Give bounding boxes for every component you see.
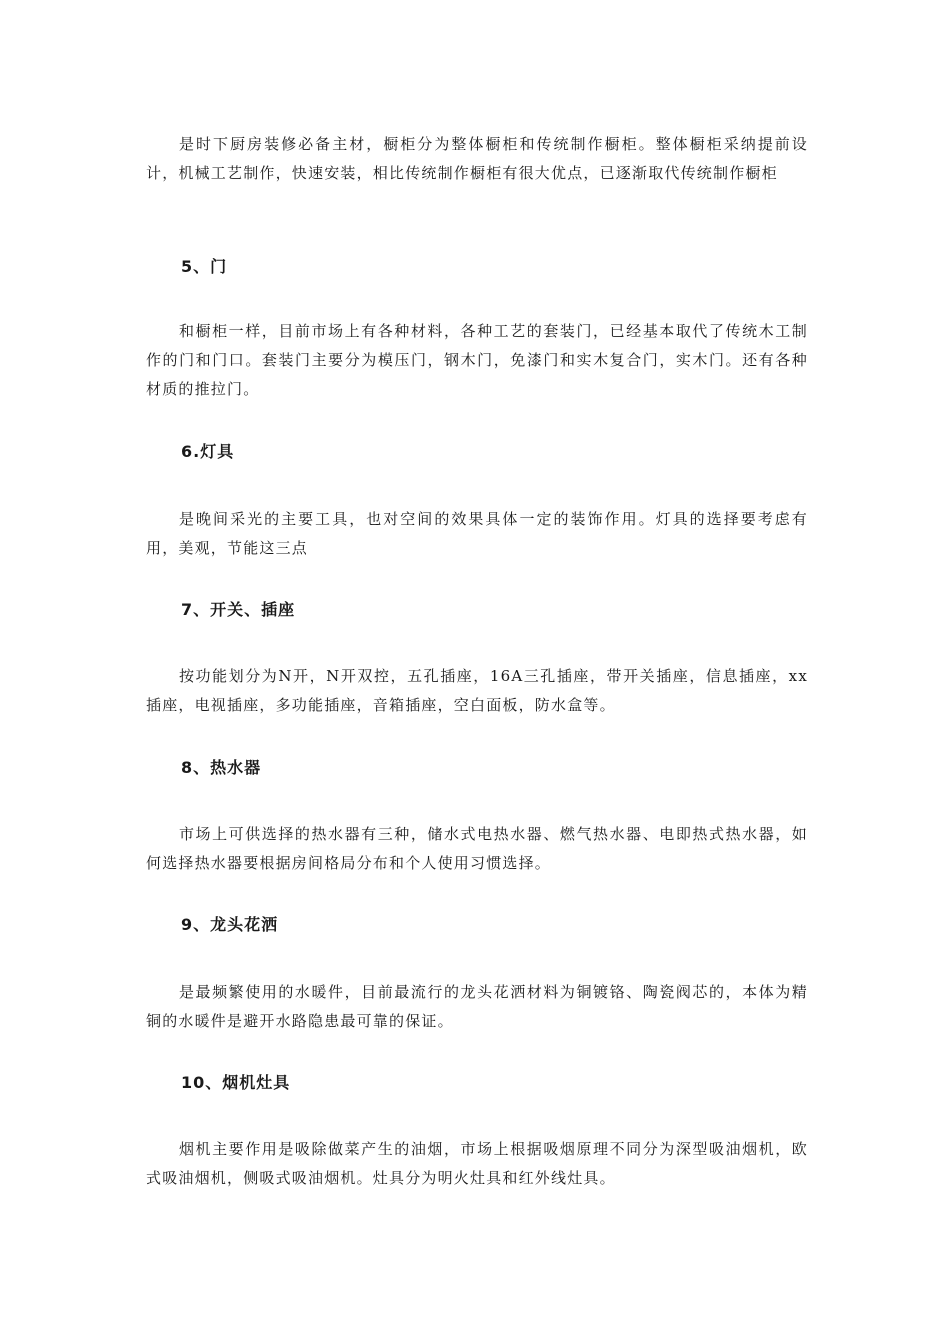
paragraph-switches-sockets: 按功能划分为N开，N开双控，五孔插座，16A三孔插座，带开关插座，信息插座，xx插座，电视插座，多功能插座，音箱插座，空白面板，防水盒等。 bbox=[146, 667, 808, 714]
heading-hood-stove: 10、烟机灶具 bbox=[181, 1073, 291, 1092]
paragraph-hood-stove: 烟机主要作用是吸除做菜产生的油烟，市场上根据吸烟原理不同分为深型吸油烟机，欧式吸油烟机，侧吸式吸油烟机。灶具分为明火灶具和红外线灶具。 bbox=[146, 1140, 808, 1187]
paragraph-water-heater: 市场上可供选择的热水器有三种，储水式电热水器、燃气热水器、电即热式热水器，如何选择热水器要根据房间格局分布和个人使用习惯选择。 bbox=[146, 825, 808, 872]
paragraph-lighting: 是晚间采光的主要工具，也对空间的效果具体一定的装饰作用。灯具的选择要考虑有用，美观，节能这三点 bbox=[146, 510, 808, 557]
heading-faucets-showers: 9、龙头花洒 bbox=[181, 915, 279, 934]
paragraph-cabinets: 是时下厨房装修必备主材，橱柜分为整体橱柜和传统制作橱柜。整体橱柜采纳提前设计，机械工艺制作，快速安装，相比传统制作橱柜有很大优点，已逐渐取代传统制作橱柜 bbox=[146, 135, 808, 182]
heading-lighting: 6.灯具 bbox=[181, 442, 235, 461]
heading-water-heater: 8、热水器 bbox=[181, 758, 262, 777]
paragraph-doors: 和橱柜一样，目前市场上有各种材料，各种工艺的套装门，已经基本取代了传统木工制作的门和门口。套装门主要分为模压门，钢木门，免漆门和实木复合门，实木门。还有各种材质的推拉门。 bbox=[146, 322, 808, 398]
heading-doors: 5、门 bbox=[181, 257, 228, 276]
paragraph-faucets-showers: 是最频繁使用的水暖件，目前最流行的龙头花洒材料为铜镀铬、陶瓷阀芯的，本体为精铜的水暖件是避开水路隐患最可靠的保证。 bbox=[146, 983, 808, 1030]
heading-switches-sockets: 7、开关、插座 bbox=[181, 600, 296, 619]
